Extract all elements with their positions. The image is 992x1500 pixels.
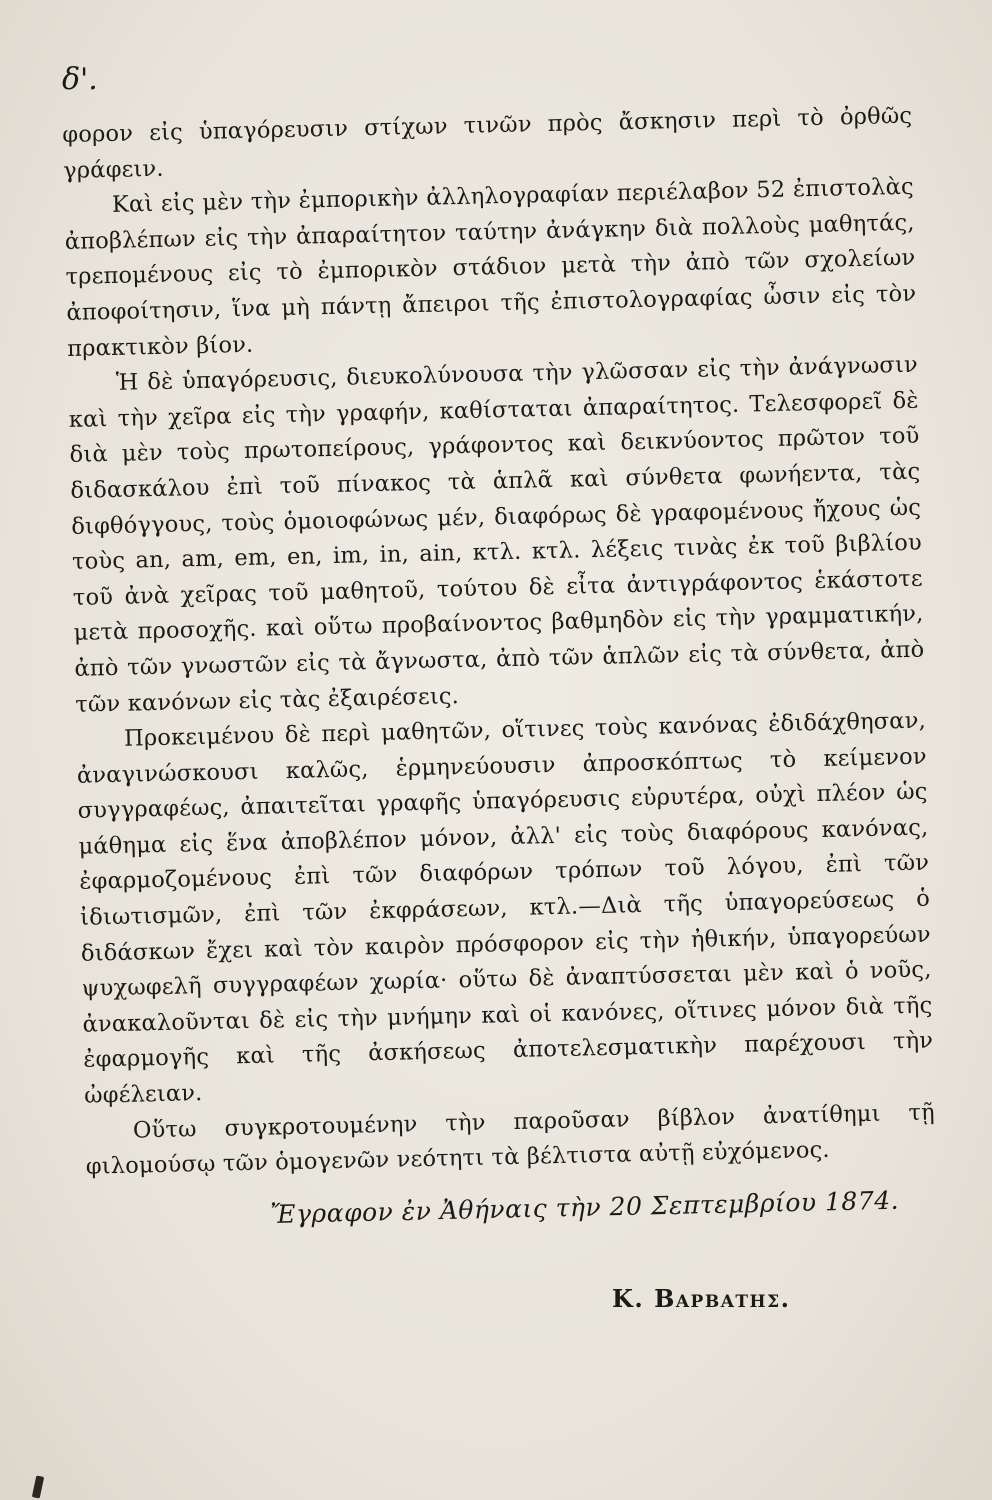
paragraph-continuation: φορον εἰς ὑπαγόρευσιν στίχων τινῶν πρὸς ἄσκησιν περὶ τὸ ὀρθῶς γράφειν. — [62, 102, 913, 184]
page-number: δ'. — [62, 62, 98, 97]
paragraph-dictation: Ἡ δὲ ὑπαγόρευσις, διευκολύνουσα τὴν γλῶσσαν εἰς τὴν ἀνάγνωσιν καὶ τὴν χεῖρα εἰς τὴν γραφήν, καθίσταται ἀπαραίτητος. Τελεσφορεῖ δὲ διὰ μὲν τοὺς πρωτοπείρους, γράφοντος καὶ δεικνύοντος πρῶτον τοῦ διδασκάλου ἐπὶ τοῦ πίνακος τὰ ἁπλᾶ καὶ σύνθετα φωνήεντα, τὰς διφθόγγους, τοὺς ὁμοιοφώνως μέν, διαφόρως δὲ γραφομένους ἤχους ὡς τοὺς an, am, em, en, im, in, ain, κτλ. κτλ. λέξεις τινὰς ἐκ τοῦ βιβλίου τοῦ ἀνὰ χεῖρας τοῦ μαθητοῦ, τούτου δὲ εἶτα ἀντιγράφοντος ἑκάστοτε μετὰ προσοχῆς. καὶ οὕτω προβαίνοντος βαθμηδὸν εἰς τὴν γραμματικήν, ἀπὸ τῶν γνωστῶν εἰς τὰ ἄγνωστα, ἀπὸ τῶν ἁπλῶν εἰς τὰ σύνθετα, ἀπὸ τῶν κανόνων εἰς τὰς ἐξαιρέσεις. — [68, 351, 925, 718]
paragraph-commercial-letters: Καὶ εἰς μὲν τὴν ἐμπορικὴν ἀλληλογραφίαν περιέλαβον 52 ἐπιστολὰς ἀποβλέπων εἰς τὴν ἀπαραίτητον ταύτην ἀνάγκην διὰ πολλοὺς μαθητάς, τρεπομένους εἰς τὸ ἐμπορικὸν στάδιον μετὰ τὴν ἀπὸ τῶν σχολείων ἀποφοίτησιν, ἵνα μὴ πάντῃ ἄπειροι τῆς ἐπιστολογραφίας ὦσιν εἰς τὸν πρακτικὸν βίον. — [64, 173, 917, 362]
dateline: Ἔγραφον ἐν Ἀθήναις τὴν 20 Σεπτεμβρίου 1874. — [270, 1185, 900, 1229]
margin-ink-mark — [32, 1475, 44, 1498]
author-signature: Κ. Βαρβατησ. — [612, 1284, 791, 1313]
paragraph-advanced-students: Προκειμένου δὲ περὶ μαθητῶν, οἵτινες τοὺς κανόνας ἐδιδάχθησαν, ἀναγινώσκουσι καλῶς, ἑρμηνεύουσιν ἀπροσκόπτως τὸ κείμενον συγγραφέως, ἀπαιτεῖται γραφῆς ὑπαγόρευσις εὐρυτέρα, οὐχὶ πλέον ὡς μάθημα εἰς ἕνα ἀποβλέπον μόνον, ἀλλ' εἰς τοὺς διαφόρους κανόνας, ἐφαρμοζομένους ἐπὶ τῶν διαφόρων τρόπων τοῦ λόγου, ἐπὶ τῶν ἰδιωτισμῶν, ἐπὶ τῶν ἐκφράσεων, κτλ.—Διὰ τῆς ὑπαγορεύσεως ὁ διδάσκων ἔχει καὶ τὸν καιρὸν πρόσφορον εἰς τὴν ἠθικήν, ὑπαγορεύων ψυχωφελῆ συγγραφέων χωρία· οὕτω δὲ ἀναπτύσσεται μὲν καὶ ὁ νοῦς, ἀνακαλοῦνται δὲ εἰς τὴν μνήμην καὶ οἱ κανόνες, οἵτινες μόνον διὰ τῆς ἐφαρμογῆς καὶ τῆς ἀσκήσεως ἀποτελεσματικὴν παρέχουσι τὴν ὠφέλειαν. — [76, 707, 934, 1109]
paragraph-dedication: Οὕτω συγκροτουμένην τὴν παροῦσαν βίβλον ἀνατίθημι τῇ φιλομούσῳ τῶν ὁμογενῶν νεότητι τὰ βέλτιστα αὐτῇ εὐχόμενος. — [85, 1099, 936, 1180]
body-text — [62, 99, 936, 1186]
